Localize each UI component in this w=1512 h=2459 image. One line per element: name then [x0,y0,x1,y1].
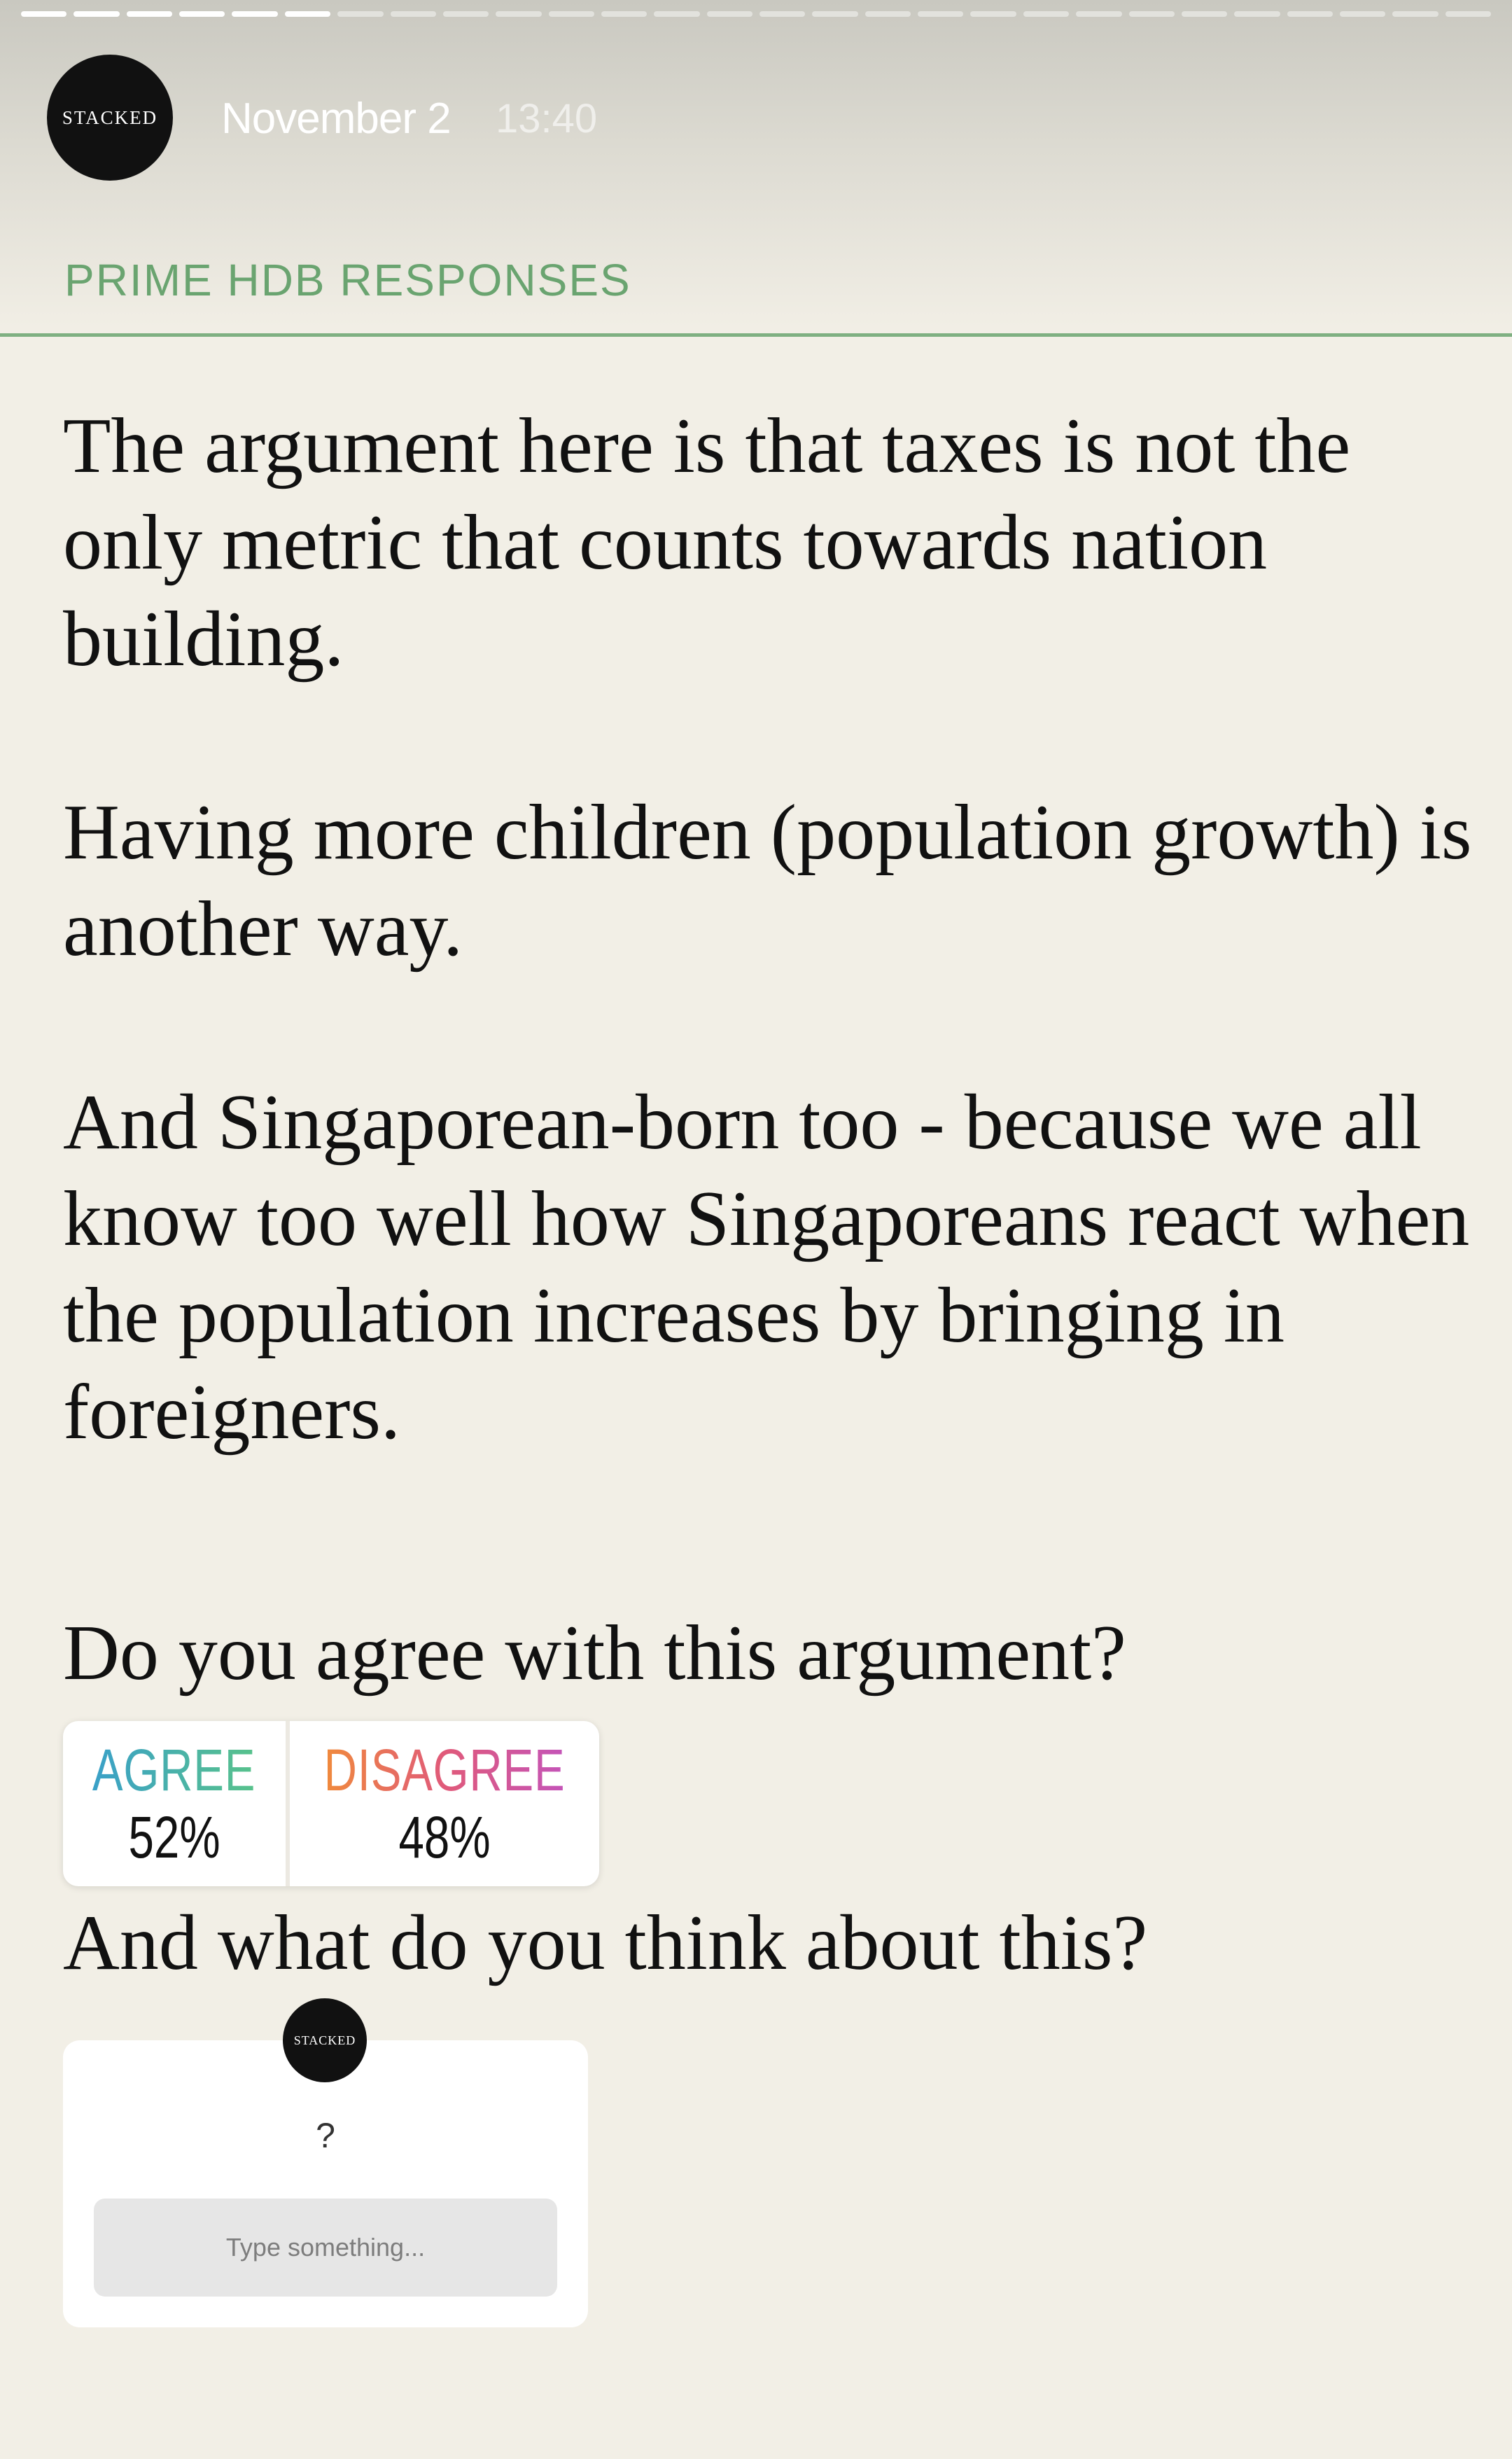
avatar-text: STACKED [62,106,158,128]
progress-segment [1287,11,1333,17]
progress-segment [707,11,752,17]
poll-question: Do you agree with this argument? [63,1610,1126,1697]
post-time: 13:40 [496,96,598,141]
question-sticker-avatar [283,1998,367,2082]
story-progress-bar [21,11,1491,17]
progress-segment [970,11,1016,17]
progress-segment [1392,11,1438,17]
progress-segment [812,11,858,17]
answer-input[interactable] [94,2199,557,2297]
question-prompt-text: And what do you think about this? [63,1900,1148,1986]
poll-option-disagree[interactable] [286,1721,599,1886]
progress-segment [1076,11,1121,17]
progress-segment [1129,11,1175,17]
poll-sticker [63,1721,599,1886]
body-paragraph-3: And Singaporean-born too - because we all know too well how Singaporeans react when the population increases by bringing in foreigners. [63,1079,1470,1456]
section-label: PRIME HDB RESPONSES [64,255,631,305]
post-date: November 2 [221,95,451,143]
progress-segment [1182,11,1227,17]
progress-segment [549,11,594,17]
body-paragraph-1: The argument here is that taxes is not the only metric that counts towards nation building. [63,403,1351,683]
progress-segment [865,11,911,17]
question-sticker-prompt: ? [316,2116,335,2155]
progress-segment [74,11,119,17]
progress-segment [760,11,805,17]
account-avatar[interactable] [47,55,173,181]
poll-option-percentage: 48% [398,1804,491,1870]
progress-segment [654,11,699,17]
progress-segment [443,11,489,17]
progress-segment [601,11,647,17]
progress-segment [1234,11,1280,17]
progress-segment [1446,11,1491,17]
progress-segment [391,11,436,17]
poll-option-percentage: 52% [128,1804,220,1870]
progress-segment [496,11,541,17]
progress-segment [1340,11,1385,17]
progress-segment [232,11,277,17]
progress-segment [179,11,225,17]
progress-segment [127,11,172,17]
poll-option-label: AGREE [92,1737,256,1803]
avatar-text: STACKED [293,2033,356,2047]
progress-segment [337,11,383,17]
progress-segment [21,11,66,17]
progress-segment [285,11,330,17]
progress-segment [918,11,963,17]
body-paragraph-2: Having more children (population growth) is another way. [63,789,1472,973]
poll-option-agree[interactable] [63,1721,286,1886]
section-divider [0,333,1512,337]
progress-segment [1023,11,1069,17]
poll-option-label: DISAGREE [323,1737,566,1803]
